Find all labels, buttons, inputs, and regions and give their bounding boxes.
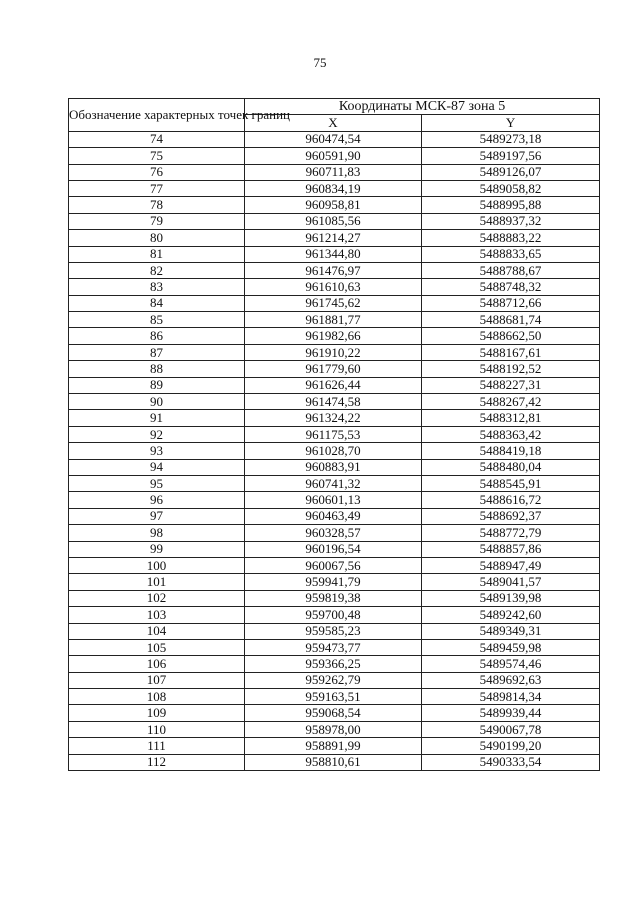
point-cell: 88: [69, 361, 245, 377]
point-cell: 91: [69, 410, 245, 426]
y-cell: 5488748,32: [422, 279, 600, 295]
point-cell: 100: [69, 557, 245, 573]
y-cell: 5488788,67: [422, 262, 600, 278]
point-cell: 104: [69, 623, 245, 639]
y-cell: 5488167,61: [422, 344, 600, 360]
y-cell: 5488480,04: [422, 459, 600, 475]
y-cell: 5489459,98: [422, 639, 600, 655]
table-row: [69, 410, 600, 426]
x-cell: 961476,97: [245, 262, 422, 278]
point-cell: 98: [69, 525, 245, 541]
point-cell: 78: [69, 197, 245, 213]
y-cell: 5488883,22: [422, 230, 600, 246]
point-cell: 85: [69, 312, 245, 328]
point-cell: 83: [69, 279, 245, 295]
x-cell: 958810,61: [245, 754, 422, 770]
y-cell: 5488937,32: [422, 213, 600, 229]
coordinates-table: [68, 98, 600, 771]
table-row: [69, 705, 600, 721]
y-cell: 5488712,66: [422, 295, 600, 311]
x-cell: 960474,54: [245, 131, 422, 147]
table-row: [69, 508, 600, 524]
x-cell: 959262,79: [245, 672, 422, 688]
table-header-row: [69, 99, 600, 115]
x-cell: 961175,53: [245, 426, 422, 442]
point-cell: 95: [69, 475, 245, 491]
table-row: [69, 230, 600, 246]
table-row: [69, 246, 600, 262]
y-cell: 5488692,37: [422, 508, 600, 524]
table-row: [69, 148, 600, 164]
point-cell: 76: [69, 164, 245, 180]
point-cell: 106: [69, 656, 245, 672]
table-row: [69, 262, 600, 278]
table-row: [69, 492, 600, 508]
y-cell: 5489041,57: [422, 574, 600, 590]
table-row: [69, 574, 600, 590]
point-cell: 101: [69, 574, 245, 590]
point-cell: 74: [69, 131, 245, 147]
x-cell: 958978,00: [245, 721, 422, 737]
x-cell: 960196,54: [245, 541, 422, 557]
point-cell: 86: [69, 328, 245, 344]
x-cell: 961214,27: [245, 230, 422, 246]
table-row: [69, 459, 600, 475]
y-cell: 5489242,60: [422, 607, 600, 623]
y-cell: 5489939,44: [422, 705, 600, 721]
y-cell: 5489273,18: [422, 131, 600, 147]
table-row: [69, 426, 600, 442]
y-cell: 5489814,34: [422, 689, 600, 705]
point-cell: 81: [69, 246, 245, 262]
coordinates-system-header: Координаты МСК-87 зона 5: [245, 99, 600, 115]
x-cell: 961474,58: [245, 394, 422, 410]
x-cell: 961745,62: [245, 295, 422, 311]
x-cell: 960463,49: [245, 508, 422, 524]
x-cell: 959068,54: [245, 705, 422, 721]
point-cell: 87: [69, 344, 245, 360]
table-row: [69, 541, 600, 557]
x-cell: 961028,70: [245, 443, 422, 459]
x-column-header: X: [245, 115, 422, 131]
y-cell: 5488192,52: [422, 361, 600, 377]
x-cell: 959473,77: [245, 639, 422, 655]
x-cell: 960741,32: [245, 475, 422, 491]
point-cell: 103: [69, 607, 245, 623]
point-cell: 89: [69, 377, 245, 393]
point-cell: 79: [69, 213, 245, 229]
table-row: [69, 279, 600, 295]
x-cell: 960834,19: [245, 180, 422, 196]
table-row: [69, 672, 600, 688]
point-cell: 102: [69, 590, 245, 606]
point-cell: 105: [69, 639, 245, 655]
point-cell: 112: [69, 754, 245, 770]
table-row: [69, 295, 600, 311]
y-cell: 5489197,56: [422, 148, 600, 164]
x-cell: 961324,22: [245, 410, 422, 426]
x-cell: 960883,91: [245, 459, 422, 475]
y-cell: 5488419,18: [422, 443, 600, 459]
page-number: 75: [313, 55, 327, 70]
point-cell: 77: [69, 180, 245, 196]
table-row: [69, 738, 600, 754]
point-cell: 99: [69, 541, 245, 557]
point-cell: 92: [69, 426, 245, 442]
point-cell: 109: [69, 705, 245, 721]
table-row: [69, 721, 600, 737]
point-cell: 97: [69, 508, 245, 524]
table-row: [69, 475, 600, 491]
table-row: [69, 443, 600, 459]
y-cell: 5488267,42: [422, 394, 600, 410]
table-row: [69, 164, 600, 180]
table-row: [69, 180, 600, 196]
y-cell: 5488662,50: [422, 328, 600, 344]
point-cell: 93: [69, 443, 245, 459]
point-cell: 108: [69, 689, 245, 705]
x-cell: 960711,83: [245, 164, 422, 180]
point-cell: 80: [69, 230, 245, 246]
y-cell: 5489126,07: [422, 164, 600, 180]
y-cell: 5489692,63: [422, 672, 600, 688]
x-cell: 959585,23: [245, 623, 422, 639]
table-row: [69, 607, 600, 623]
x-cell: 960591,90: [245, 148, 422, 164]
point-cell: 111: [69, 738, 245, 754]
x-cell: 958891,99: [245, 738, 422, 754]
x-cell: 961626,44: [245, 377, 422, 393]
y-cell: 5488616,72: [422, 492, 600, 508]
table-row: [69, 213, 600, 229]
y-cell: 5489058,82: [422, 180, 600, 196]
table-row: [69, 131, 600, 147]
table-row: [69, 197, 600, 213]
y-cell: 5488772,79: [422, 525, 600, 541]
x-cell: 959700,48: [245, 607, 422, 623]
y-cell: 5488857,86: [422, 541, 600, 557]
table-row: [69, 394, 600, 410]
x-cell: 959941,79: [245, 574, 422, 590]
table-row: [69, 754, 600, 770]
table-body: [69, 131, 600, 770]
y-cell: 5488833,65: [422, 246, 600, 262]
point-cell: 94: [69, 459, 245, 475]
table-row: [69, 639, 600, 655]
table-row: [69, 656, 600, 672]
x-cell: 960067,56: [245, 557, 422, 573]
point-cell: 84: [69, 295, 245, 311]
table-row: [69, 328, 600, 344]
table-row: [69, 344, 600, 360]
y-cell: 5488681,74: [422, 312, 600, 328]
x-cell: 961610,63: [245, 279, 422, 295]
table-row: [69, 525, 600, 541]
x-cell: 961085,56: [245, 213, 422, 229]
y-cell: 5489574,46: [422, 656, 600, 672]
x-cell: 961910,22: [245, 344, 422, 360]
point-cell: 75: [69, 148, 245, 164]
table-row: [69, 377, 600, 393]
y-cell: 5490333,54: [422, 754, 600, 770]
table-row: [69, 590, 600, 606]
y-cell: 5488995,88: [422, 197, 600, 213]
x-cell: 960328,57: [245, 525, 422, 541]
designation-column-header: Обозначение характерных точек границ: [69, 99, 245, 132]
y-cell: 5488363,42: [422, 426, 600, 442]
table-row: [69, 361, 600, 377]
x-cell: 961881,77: [245, 312, 422, 328]
table-row: [69, 623, 600, 639]
x-cell: 959819,38: [245, 590, 422, 606]
y-cell: 5490067,78: [422, 721, 600, 737]
table-row: [69, 689, 600, 705]
x-cell: 959366,25: [245, 656, 422, 672]
x-cell: 961982,66: [245, 328, 422, 344]
y-column-header: Y: [422, 115, 600, 131]
x-cell: 959163,51: [245, 689, 422, 705]
y-cell: 5488227,31: [422, 377, 600, 393]
x-cell: 961344,80: [245, 246, 422, 262]
x-cell: 961779,60: [245, 361, 422, 377]
table-row: [69, 557, 600, 573]
y-cell: 5488545,91: [422, 475, 600, 491]
point-cell: 107: [69, 672, 245, 688]
point-cell: 82: [69, 262, 245, 278]
x-cell: 960601,13: [245, 492, 422, 508]
x-cell: 960958,81: [245, 197, 422, 213]
y-cell: 5489139,98: [422, 590, 600, 606]
y-cell: 5489349,31: [422, 623, 600, 639]
y-cell: 5490199,20: [422, 738, 600, 754]
y-cell: 5488947,49: [422, 557, 600, 573]
point-cell: 110: [69, 721, 245, 737]
point-cell: 96: [69, 492, 245, 508]
table-row: [69, 312, 600, 328]
point-cell: 90: [69, 394, 245, 410]
y-cell: 5488312,81: [422, 410, 600, 426]
